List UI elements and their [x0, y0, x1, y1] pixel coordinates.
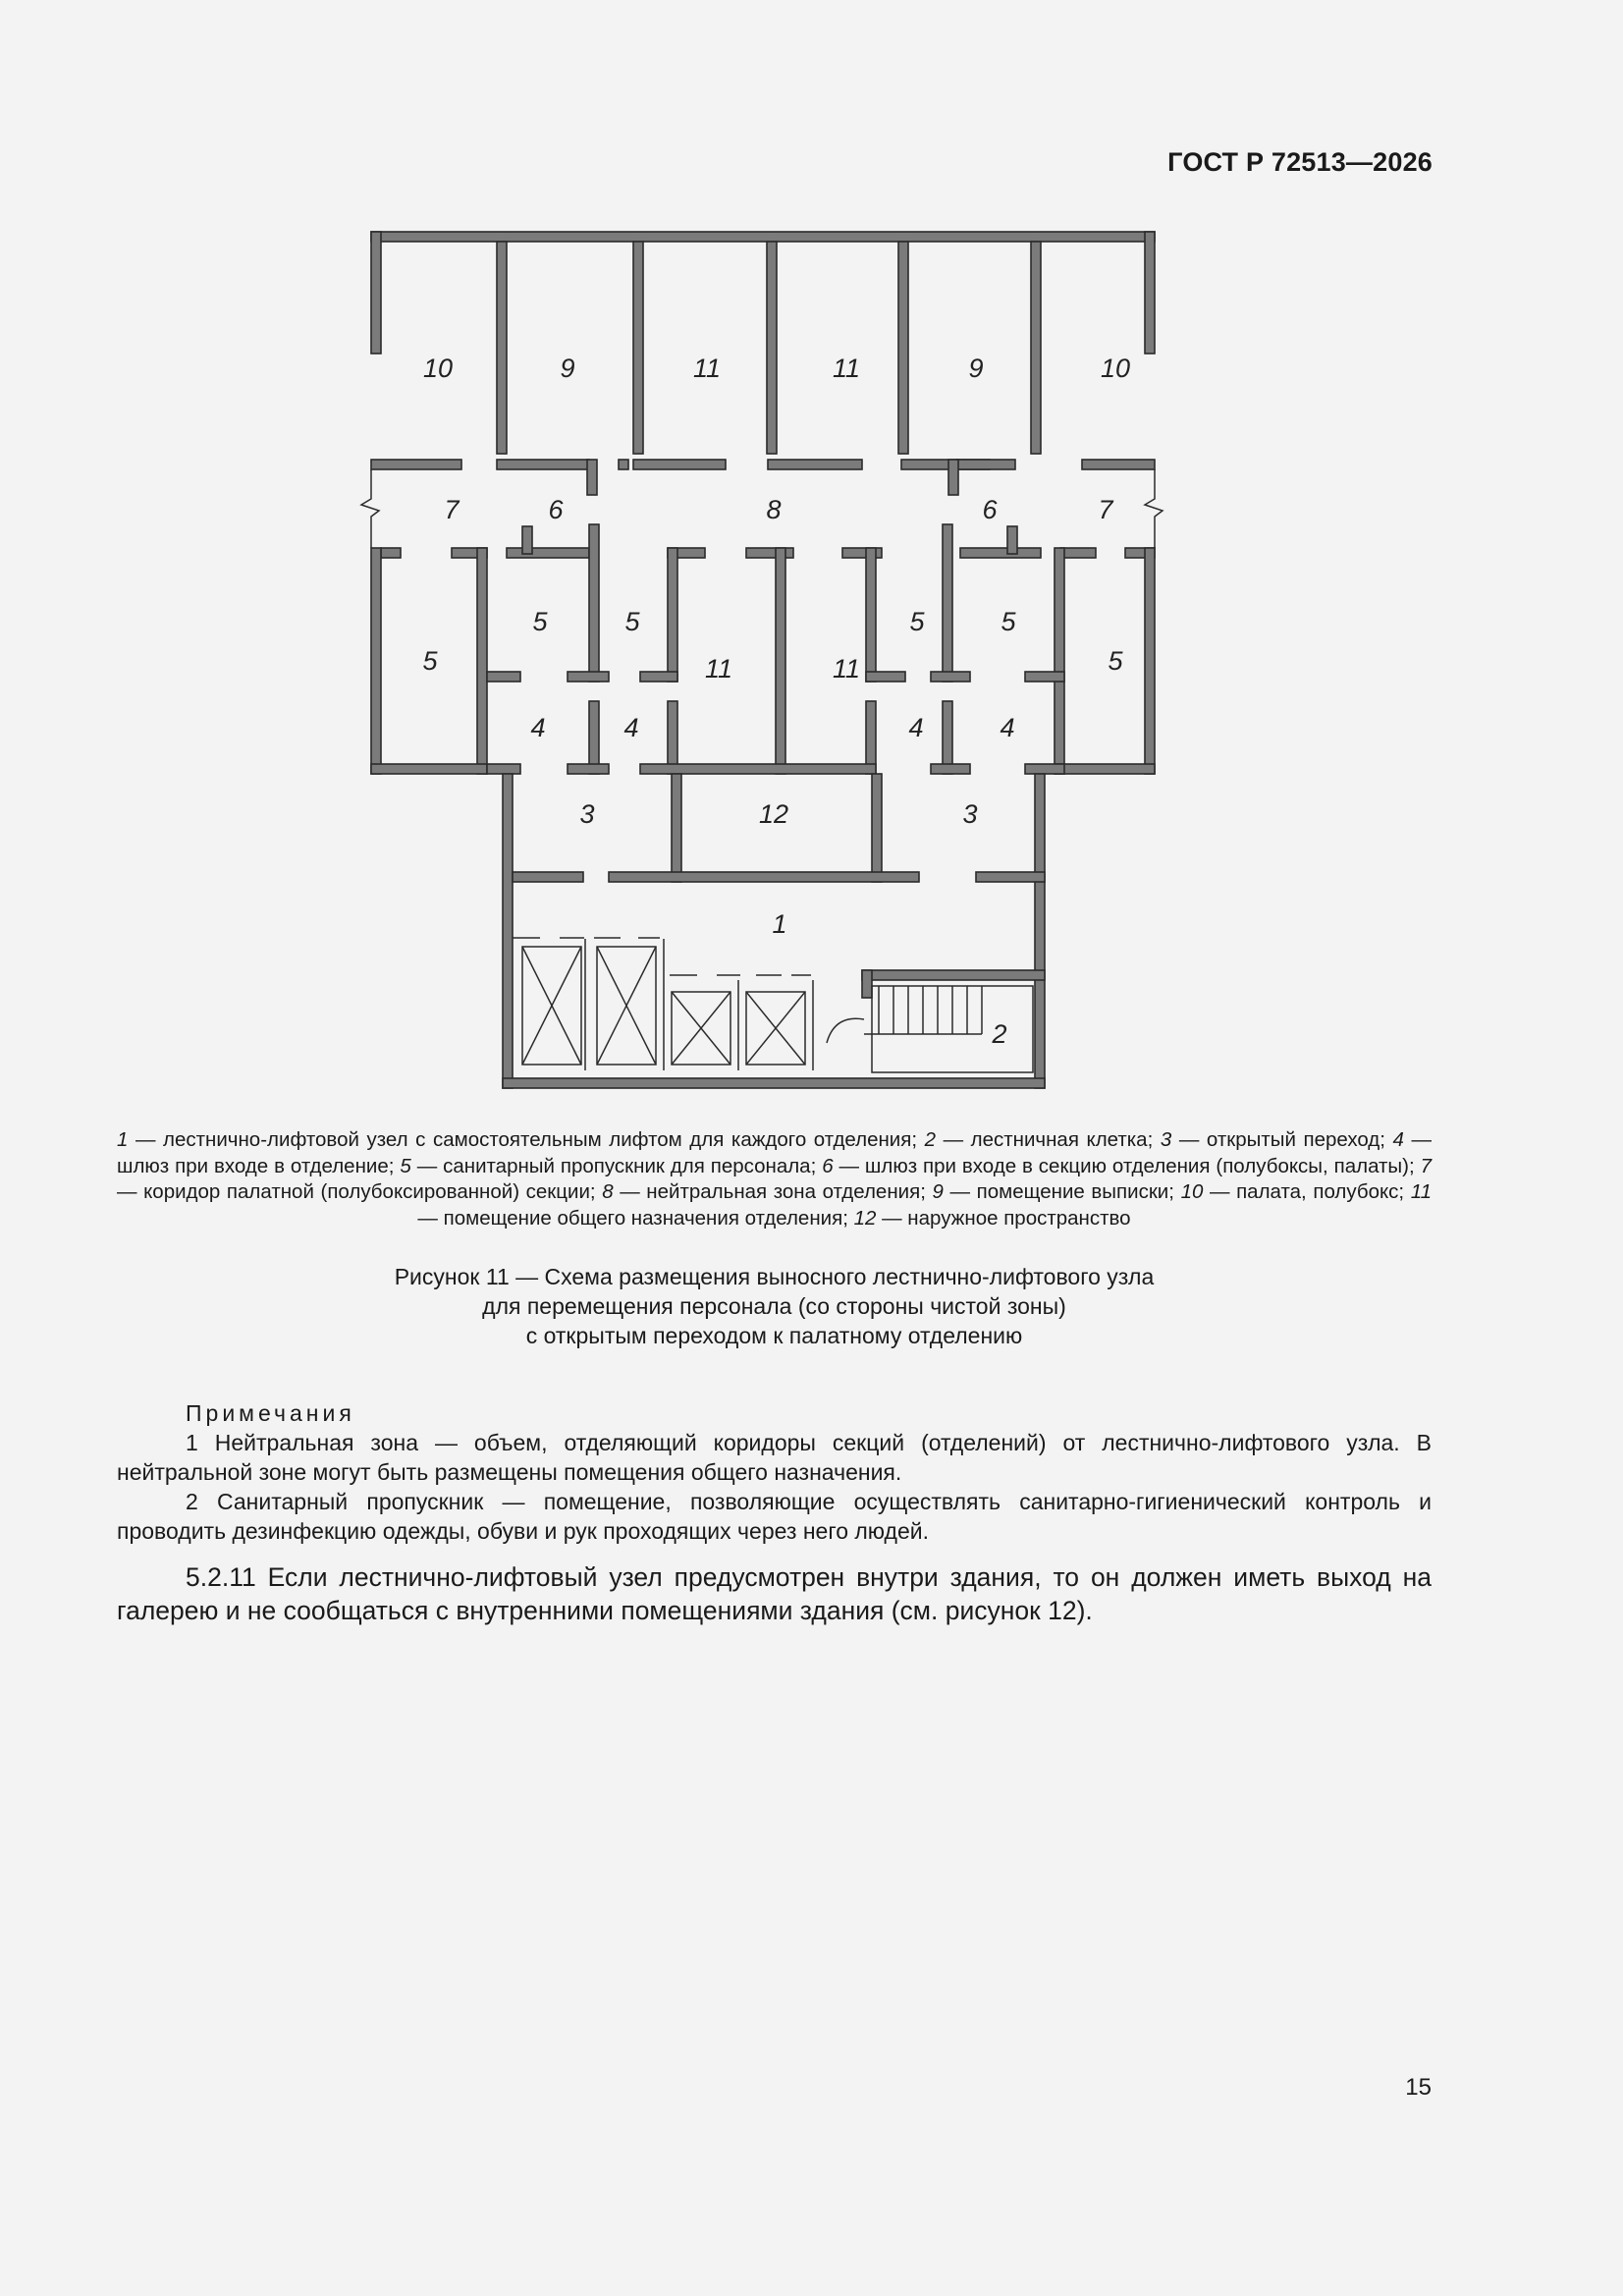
notes-section	[117, 1398, 1432, 1546]
room-label-4-left: 4	[530, 713, 546, 742]
room-label-4-center-left: 4	[623, 713, 639, 742]
room-label-1: 1	[772, 909, 787, 939]
legend-num: 8	[602, 1180, 614, 1203]
figure-caption	[117, 1262, 1432, 1350]
legend-num: 6	[822, 1154, 834, 1177]
room-label-8: 8	[766, 495, 782, 524]
room-label-2: 2	[992, 1019, 1007, 1049]
legend-text: — шлюз при входе в отделение;	[117, 1128, 1432, 1177]
room-label-7-right: 7	[1098, 495, 1113, 524]
room-label-5-right: 5	[1001, 607, 1016, 636]
legend-text: — нейтральная зона отделения;	[613, 1180, 933, 1203]
room-label-7-left: 7	[444, 495, 460, 524]
figure-legend	[117, 1127, 1432, 1231]
room-label-11-top-left: 11	[692, 354, 722, 383]
legend-text: — лестничная клетка;	[936, 1128, 1161, 1151]
legend-text: — помещение общего назначения отделения;	[417, 1206, 854, 1230]
legend-num: 3	[1160, 1128, 1172, 1151]
legend-text: — шлюз при входе в секцию отделения (полубоксы, палаты);	[833, 1154, 1421, 1177]
room-label-10-left: 10	[422, 354, 454, 383]
legend-num: 11	[1410, 1180, 1433, 1203]
note-1: 1 Нейтральная зона — объем, отделяющий коридоры секций (отделений) от лестнично-лифтового узла. В нейтральной зоне могут быть размещены помещения общего назначения.	[117, 1430, 1432, 1485]
caption-line: с открытым переходом к палатному отделению	[525, 1323, 1023, 1348]
room-label-4-right: 4	[1000, 713, 1015, 742]
room-label-12: 12	[758, 799, 789, 829]
caption-line: Рисунок 11 — Схема размещения выносного лестнично-лифтового узла	[394, 1264, 1155, 1289]
room-label-6-left: 6	[548, 495, 564, 524]
legend-num: 1	[117, 1128, 129, 1151]
room-label-3-right: 3	[962, 799, 978, 829]
legend-text: — открытый переход;	[1171, 1128, 1393, 1151]
legend-num: 7	[1420, 1154, 1433, 1177]
legend-num: 2	[924, 1128, 937, 1151]
legend-num: 9	[932, 1180, 944, 1203]
document-code: ГОСТ Р 72513—2026	[1167, 147, 1433, 177]
legend-num: 12	[853, 1206, 877, 1230]
floor-plan-figure	[344, 214, 1198, 1103]
room-label-6-right: 6	[982, 495, 998, 524]
room-label-4-center-right: 4	[908, 713, 924, 742]
room-label-11-mid-left: 11	[704, 654, 733, 683]
room-label-5-center-left: 5	[624, 607, 640, 636]
room-label-3-left: 3	[579, 799, 595, 829]
note-2: 2 Санитарный пропускник — помещение, позволяющие осуществлять санитарно-гигиенический контроль и проводить дезинфекцию одежды, обуви и рук проходящих через него людей.	[117, 1489, 1432, 1544]
caption-line: для перемещения персонала (со стороны чистой зоны)	[482, 1293, 1066, 1319]
legend-text: — лестнично-лифтовой узел с самостоятельным лифтом для каждого отделения;	[128, 1128, 925, 1151]
notes-title: Примечания	[186, 1400, 355, 1426]
body-paragraph: 5.2.11 Если лестнично-лифтовый узел предусмотрен внутри здания, то он должен иметь выход на галерею и не сообщаться с внутренними помещениями здания (см. рисунок 12).	[117, 1562, 1432, 1625]
legend-text: — помещение выписки;	[943, 1180, 1181, 1203]
room-label-11-mid-right: 11	[832, 654, 861, 683]
page-number: 15	[1405, 2074, 1432, 2101]
room-label-11-top-right: 11	[832, 354, 861, 383]
legend-text: — коридор палатной (полубоксированной) секции;	[117, 1180, 603, 1203]
room-label-10-right: 10	[1100, 354, 1131, 383]
room-label-9-right: 9	[968, 354, 984, 383]
legend-num: 10	[1180, 1180, 1204, 1203]
legend-num: 5	[400, 1154, 411, 1177]
room-label-5-left: 5	[532, 607, 548, 636]
legend-text: — санитарный пропускник для персонала;	[410, 1154, 823, 1177]
legend-num: 4	[1392, 1128, 1404, 1151]
room-label-5-far-right: 5	[1108, 646, 1123, 676]
room-label-9-left: 9	[560, 354, 575, 383]
room-label-5-center-right: 5	[909, 607, 925, 636]
room-label-5-far-left: 5	[422, 646, 438, 676]
legend-text: — палата, полубокс;	[1203, 1180, 1411, 1203]
legend-text: — наружное пространство	[876, 1206, 1131, 1230]
